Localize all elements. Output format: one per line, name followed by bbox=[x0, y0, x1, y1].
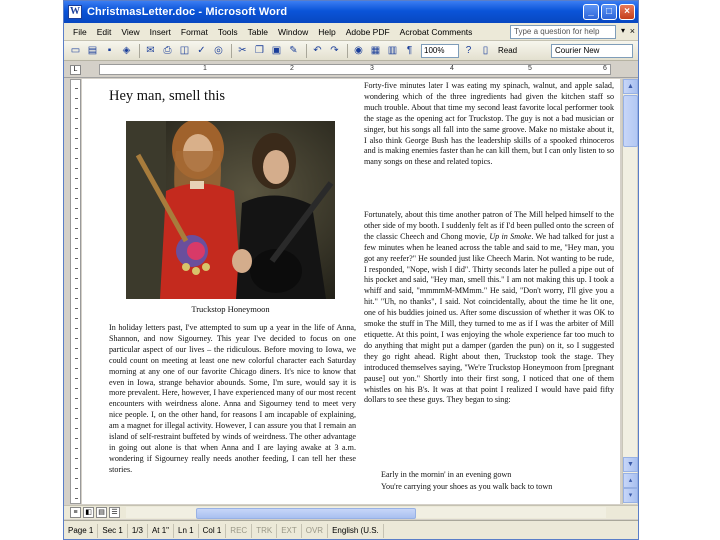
horizontal-ruler-row bbox=[64, 62, 638, 78]
minimize-button[interactable]: _ bbox=[583, 4, 599, 20]
spelling-icon[interactable]: ✓ bbox=[197, 45, 206, 56]
ruler-number: 1 bbox=[203, 65, 207, 72]
normal-view-icon[interactable]: ≡ bbox=[70, 507, 81, 518]
horizontal-scroll-thumb[interactable] bbox=[196, 508, 416, 519]
status-ext[interactable]: EXT bbox=[277, 524, 302, 538]
scroll-down-icon[interactable]: ▼ bbox=[623, 457, 638, 472]
paste-icon[interactable]: ▣ bbox=[271, 45, 282, 56]
previous-page-icon[interactable]: ▴ bbox=[623, 473, 638, 488]
horizontal-ruler[interactable] bbox=[99, 64, 611, 75]
save-icon[interactable]: ▪ bbox=[107, 45, 112, 56]
ruler-number: 6 bbox=[603, 65, 607, 72]
paragraph-text: Fortunately, about this time another patron of The Mill helped himself to the other side of my booth. I suddenly felt as if I'd been pulled onto the screen of the classic Cheech and Chong movie, bbox=[364, 210, 614, 241]
ruler-number: 2 bbox=[290, 65, 294, 72]
ruler-tick bbox=[75, 118, 78, 119]
ruler-tick bbox=[75, 398, 78, 399]
ruler-tick bbox=[75, 388, 78, 389]
vertical-scrollbar[interactable] bbox=[622, 79, 637, 504]
status-line: Ln 1 bbox=[174, 524, 199, 538]
new-document-icon[interactable]: ▭ bbox=[70, 45, 81, 56]
ruler-tick bbox=[75, 238, 78, 239]
font-select[interactable]: Courier New bbox=[551, 44, 633, 58]
ruler-tick bbox=[75, 268, 78, 269]
help-question-input[interactable]: Type a question for help bbox=[510, 25, 616, 39]
menu-format[interactable]: Format bbox=[180, 26, 208, 37]
toolbar-separator bbox=[139, 44, 140, 58]
maximize-button[interactable]: □ bbox=[601, 4, 617, 20]
word-window bbox=[63, 0, 639, 540]
ruler-tick bbox=[75, 328, 78, 329]
ruler-tick bbox=[75, 308, 78, 309]
body-column-right-top: Forty-five minutes later I was eating my spinach, walnut, and apple salad, wondering which of the three ingredients had given the kitchen staff so much trouble. About that time my second least favorite local performer took the stage as the opening act for Truckstop. The guy is not a bad musician or singer, but his songs all fall into the same groove. Make no mistake about it, I also think George Bush has the leadership skills of a spooked rhinoceros and is making enemies faster than he can kill them, but I can only listen to so many songs on these and related topics. bbox=[364, 81, 614, 167]
menu-table[interactable]: Table bbox=[247, 26, 268, 37]
ruler-tick bbox=[75, 288, 78, 289]
band-photo[interactable] bbox=[126, 121, 335, 299]
ruler-tick bbox=[75, 298, 78, 299]
redo-icon[interactable]: ↷ bbox=[330, 45, 339, 56]
permission-icon[interactable]: ◈ bbox=[122, 45, 131, 56]
document-close-icon[interactable]: × bbox=[629, 26, 635, 36]
ruler-tick bbox=[75, 378, 78, 379]
ruler-tick bbox=[75, 88, 78, 89]
horizontal-scroll-track[interactable] bbox=[126, 507, 606, 518]
outline-view-icon[interactable]: ☰ bbox=[109, 507, 120, 518]
ruler-tick bbox=[75, 108, 78, 109]
ruler-tick bbox=[75, 178, 78, 179]
status-language: English (U.S. bbox=[328, 524, 384, 538]
ruler-tick bbox=[75, 438, 78, 439]
status-rec[interactable]: REC bbox=[226, 524, 252, 538]
document-page[interactable] bbox=[82, 79, 620, 504]
read-button[interactable]: Read bbox=[498, 46, 518, 55]
lyric-line: Early in the mornin' in an evening gown bbox=[381, 470, 512, 479]
movie-title: Up in Smoke bbox=[489, 231, 532, 241]
ruler-tick bbox=[75, 448, 78, 449]
menu-adobe-pdf[interactable]: Adobe PDF bbox=[345, 26, 390, 37]
ruler-tick bbox=[75, 218, 78, 219]
ruler-number: 4 bbox=[450, 65, 454, 72]
read-icon[interactable]: ▯ bbox=[482, 45, 489, 56]
letter-heading: Hey man, smell this bbox=[109, 88, 225, 104]
scroll-thumb[interactable] bbox=[623, 95, 638, 147]
menu-insert[interactable]: Insert bbox=[149, 26, 171, 37]
ruler-tick bbox=[75, 258, 78, 259]
help-icon[interactable]: ? bbox=[465, 45, 472, 56]
ruler-tick bbox=[75, 228, 78, 229]
ruler-tick bbox=[75, 128, 78, 129]
menu-view[interactable]: View bbox=[121, 26, 140, 37]
status-at: At 1" bbox=[148, 524, 174, 538]
ruler-tick bbox=[75, 498, 78, 499]
ruler-tick bbox=[75, 158, 78, 159]
ruler-tick bbox=[75, 208, 78, 209]
show-hide-icon[interactable]: ¶ bbox=[406, 45, 413, 56]
ruler-tick bbox=[75, 348, 78, 349]
ruler-tick bbox=[75, 428, 78, 429]
hyperlink-icon[interactable]: ◉ bbox=[354, 45, 363, 56]
print-icon[interactable]: ⎙ bbox=[163, 45, 172, 56]
status-ovr[interactable]: OVR bbox=[302, 524, 328, 538]
cut-icon[interactable]: ✂ bbox=[238, 45, 247, 56]
ruler-tick bbox=[75, 338, 78, 339]
undo-icon[interactable]: ↶ bbox=[313, 45, 322, 56]
menu-help[interactable]: Help bbox=[318, 26, 336, 37]
print-layout-icon[interactable]: ▤ bbox=[96, 507, 107, 518]
ruler-tick bbox=[75, 358, 78, 359]
title-bar[interactable] bbox=[64, 1, 638, 23]
ruler-tick bbox=[75, 368, 78, 369]
open-folder-icon[interactable]: ▤ bbox=[87, 45, 98, 56]
ruler-tick bbox=[75, 138, 78, 139]
body-column-left: In holiday letters past, I've attempted to sum up a year in the life of Anna, Shannon, and now Sigourney. This year I've decided to focus on one particular aspect of our lives – the ridiculous. Before moving to Iowa, we could count on meeting at least one new colorful character each Saturday morning at any one of our favorite Chicago diners. It's nice to know that even in Iowa, strange behavior abounds. Some, I'm sure, would say it is more prevalent. Here, however, I have experienced many of our most recent encounters with weirdness alone. Anna and Sigourney tend to meet very nice people. I, on the other hand, for reasons I am incapable of explaining, am a magnet for illegal activity. However, I can assure you that I remain an island of self-restraint buffeted by winds of weirdness. The other advantage in going out alone is that when Anna and I are laying awake at 3 a.m. wondering if Sigourney really needs another feeding, I can tell her these stories. bbox=[109, 323, 356, 474]
paragraph-text: . We had talked for just a few minutes when he leaned across the table and said to me, "Hey man, you got any reefer?" He sounded just like Cheech Marin. Not wanting to be rude, I responded, "Nope, wish I did". Thirty seconds later he pulled a pipe out of his pocket and said, "Hey man, smell this." I am not making this up. I took a whiff and said, "mmmmM-MMmm." He said, "Don't worry, I'll give you a hit." "Uh, no thanks", I said. Not coincidentally, about the time he lit one, one of his buddies joined us. After some discussion of whether it was OK to smoke the stuff in The Mill, they turned to me as if I was the arbiter of Mill etiquette. At this point, I was enjoying the whole experience far too much to do anything that might put a damper (garden the pun) on it, so I suggested they go right ahead. Right about then, Truckstop took the stage. They introduced themselves saying, "We're Truckstop Honeymoon from [pregnant pause] out yon." Shortly into their first song, I noticed that one of them whistles on his B's. It was at that point I realized I would have paid fifty dollars to see these guys. They began to sing: bbox=[364, 231, 614, 405]
print-preview-icon[interactable]: ◫ bbox=[179, 45, 190, 56]
standard-toolbar bbox=[64, 41, 638, 61]
ruler-tick bbox=[75, 278, 78, 279]
tab-selector-icon[interactable]: L bbox=[70, 65, 81, 75]
toolbar-separator bbox=[347, 44, 348, 58]
ruler-tick bbox=[75, 468, 78, 469]
photo-caption: Truckstop Honeymoon bbox=[191, 304, 270, 314]
ruler-tick bbox=[75, 318, 78, 319]
ruler-tick bbox=[75, 488, 78, 489]
vertical-ruler[interactable] bbox=[70, 79, 81, 504]
menu-tools[interactable]: Tools bbox=[217, 26, 238, 37]
toolbar-separator bbox=[306, 44, 307, 58]
toolbar-separator bbox=[231, 44, 232, 58]
columns-icon[interactable]: ▥ bbox=[387, 45, 398, 56]
help-dropdown-arrow-icon[interactable]: ▾ bbox=[620, 26, 625, 35]
ruler-number: 3 bbox=[370, 65, 374, 72]
close-button[interactable]: × bbox=[619, 4, 635, 20]
menu-bar bbox=[64, 23, 638, 41]
copy-icon[interactable]: ❐ bbox=[255, 45, 264, 56]
ruler-tick bbox=[75, 458, 78, 459]
lyrics-block bbox=[381, 469, 552, 493]
next-page-icon[interactable]: ▾ bbox=[623, 488, 638, 503]
ruler-tick bbox=[75, 408, 78, 409]
ruler-tick bbox=[75, 98, 78, 99]
menu-acrobat-comments[interactable]: Acrobat Comments bbox=[399, 26, 473, 37]
status-page-count: 1/3 bbox=[128, 524, 148, 538]
ruler-tick bbox=[75, 188, 78, 189]
status-page: Page 1 bbox=[64, 524, 98, 538]
document-area[interactable] bbox=[82, 79, 620, 504]
ruler-tick bbox=[75, 148, 78, 149]
ruler-tick bbox=[75, 248, 78, 249]
email-icon[interactable]: ✉ bbox=[146, 45, 155, 56]
ruler-number: 5 bbox=[528, 65, 532, 72]
ruler-tick bbox=[75, 198, 78, 199]
scroll-up-icon[interactable]: ▲ bbox=[623, 79, 638, 94]
research-icon[interactable]: ◎ bbox=[214, 45, 223, 56]
word-app-icon[interactable]: W bbox=[70, 6, 80, 17]
status-bar bbox=[64, 520, 638, 540]
lyric-line: You're carrying your shoes as you walk back to town bbox=[381, 482, 553, 491]
status-column: Col 1 bbox=[199, 524, 227, 538]
format-painter-icon[interactable]: ✎ bbox=[289, 45, 298, 56]
view-and-hscroll-bar bbox=[64, 505, 638, 519]
ruler-tick bbox=[75, 478, 78, 479]
status-section: Sec 1 bbox=[98, 524, 127, 538]
ruler-tick bbox=[75, 168, 78, 169]
ruler-tick bbox=[75, 418, 78, 419]
menu-file[interactable]: File bbox=[73, 26, 87, 37]
web-layout-icon[interactable]: ◧ bbox=[83, 507, 94, 518]
window-title: ChristmasLetter.doc - Microsoft Word bbox=[87, 6, 288, 18]
table-icon[interactable]: ▦ bbox=[370, 45, 381, 56]
status-trk[interactable]: TRK bbox=[252, 524, 277, 538]
zoom-select[interactable]: 100% bbox=[421, 44, 459, 58]
menu-edit[interactable]: Edit bbox=[96, 26, 112, 37]
menu-window[interactable]: Window bbox=[278, 26, 309, 37]
body-column-right-bottom bbox=[364, 210, 614, 460]
